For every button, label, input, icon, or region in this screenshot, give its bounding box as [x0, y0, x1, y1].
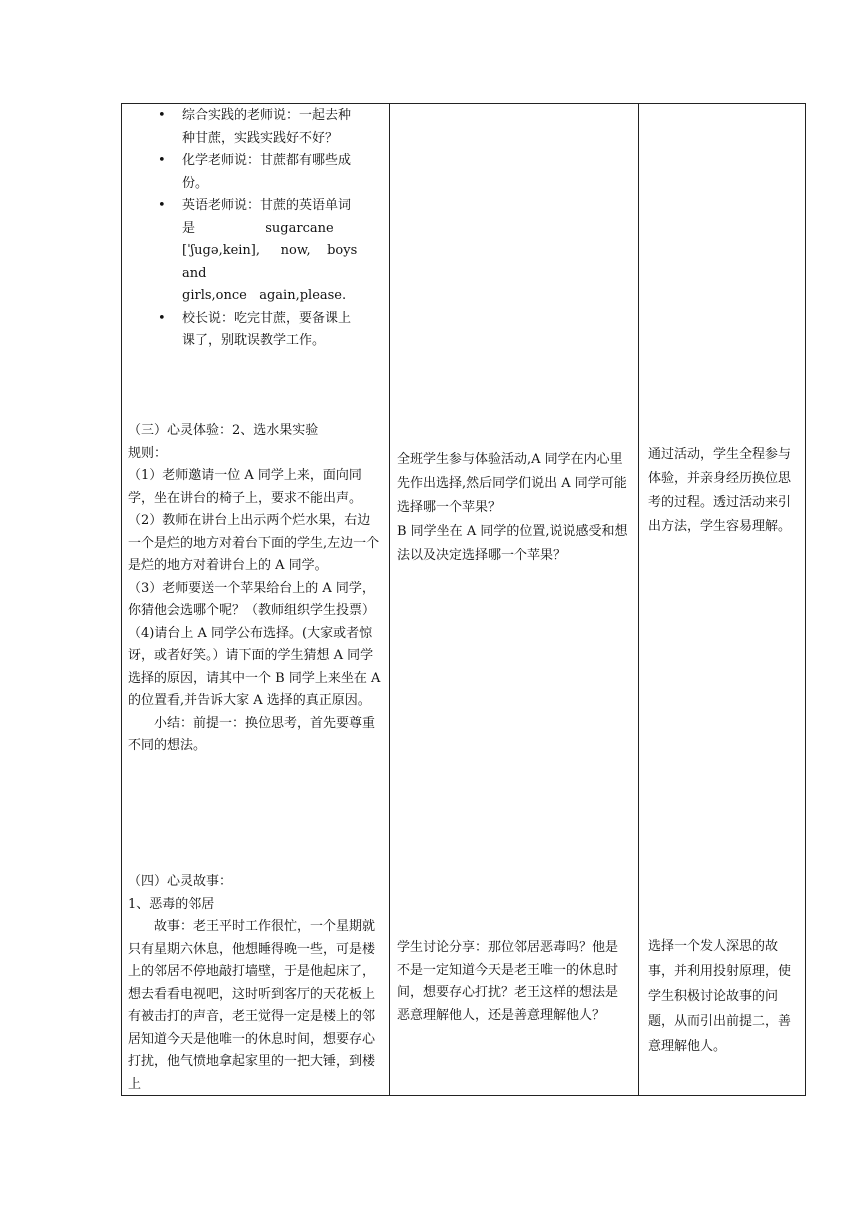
rules-label: 规则： [128, 445, 168, 461]
section-four-title: （四）心灵故事： [128, 874, 233, 889]
design-intent-column [639, 104, 806, 1096]
rule-item: （2）教师在讲台上出示两个烂水果，右边一个是烂的地方对着台下面的学生,左边一个是烂的地方对着讲台上的 A 同学。 [128, 513, 380, 573]
intent-block [648, 443, 798, 539]
discussion-text: 学生讨论分享：那位邻居恶毒吗？他是不是一定知道今天是老王唯一的休息时间，想要存心打扰？老王这样的想法是恶意理解他人，还是善意理解他人？ [397, 940, 619, 1023]
activity-block [397, 448, 629, 568]
section-four [128, 871, 383, 1096]
bullet-item: • 化学老师说：甘蔗都有哪些成 份。 [122, 150, 385, 195]
intent-block [648, 934, 798, 1059]
activity-text: 全班学生参与体验活动,A 同学在内心里先作出选择,然后同学们说出 A 同学可能选择哪一个苹果？ [397, 452, 627, 515]
story-text: 故事：老王平时工作很忙，一个星期就只有星期六休息，他想睡得晚一些，可是楼上的邻居不停地敲打墙壁，于是他起床了，想去看看电视吧，这时听到客厅的天花板上有被击打的声音，老王觉得一定是楼上的邻居知道今天是他唯一的休息时间，想要存心打扰，他气愤地拿起家里的一把大锤，到楼上 [128, 919, 376, 1092]
bullet-item: • 英语老师说：甘蔗的英语单词 是 sugarcane [ˈʃugə,kein], now, boys and girls,once again,please. [122, 195, 385, 308]
bullet-item: • 综合实践的老师说：一起去种 种甘蔗，实践实践好不好？ [122, 105, 385, 150]
bullet-item: • 校长说：吃完甘蔗，要备课上 课了，别耽误教学工作。 [122, 308, 385, 353]
activity-text: B 同学坐在 A 同学的位置,说说感受和想法以及决定选择哪一个苹果？ [397, 524, 628, 563]
rule-item: （3）老师要送一个苹果给台上的 A 同学，你猜他会选哪个呢？（教师组织学生投票） [128, 580, 376, 618]
intent-text: 通过活动，学生全程参与体验，并亲身经历换位思考的过程。透过活动来引出方法，学生容易理解。 [648, 447, 792, 534]
rule-item: （4)请台上 A 同学公布选择。(大家或者惊讶，或者好笑。）请下面的学生猜想 A 同学选择的原因，请其中一个 B 同学上来坐在 A 的位置看,并告诉大家 A 选择的真正原因。 [128, 625, 381, 708]
intent-text: 选择一个发人深思的故事，并利用投射原理，使学生积极讨论故事的问题，从而引出前提二，善意理解他人。 [648, 939, 792, 1054]
student-activity-column [390, 104, 639, 1096]
story-title: 1、恶毒的邻居 [128, 896, 215, 912]
section-three-title: （三）心灵体验：2、选水果实验 [128, 423, 319, 438]
summary-one: 小结：前提一：换位思考，首先要尊重不同的想法。 [128, 715, 376, 753]
rule-item: （1）老师邀请一位 A 同学上来，面向同学，坐在讲台的椅子上，要求不能出声。 [128, 468, 363, 506]
teacher-remarks-list [122, 105, 385, 353]
lesson-plan-table [121, 103, 806, 1096]
teaching-process-column [122, 104, 390, 1096]
section-three [128, 420, 383, 758]
discussion-block [397, 937, 629, 1027]
